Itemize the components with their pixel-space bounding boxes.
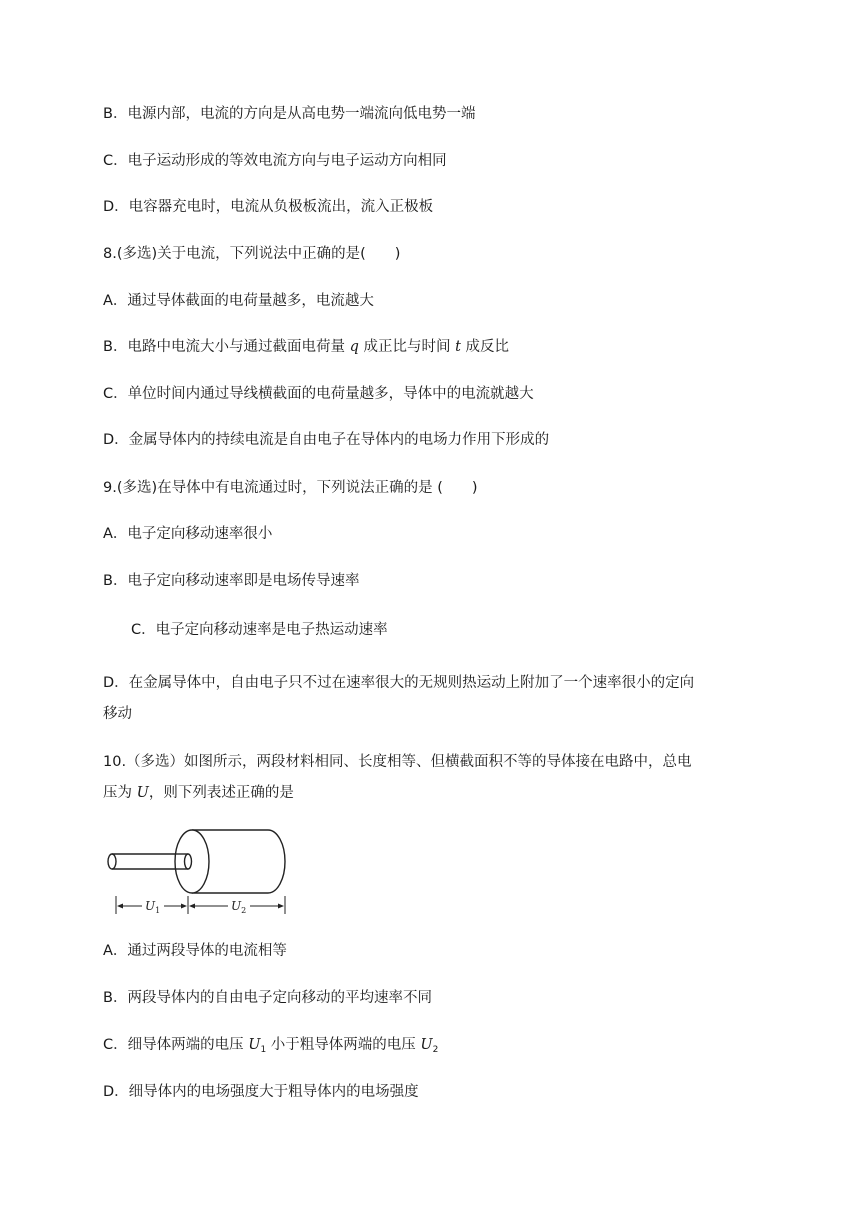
figure-u2-subscript: 2	[241, 906, 247, 915]
q8-symbol-t: t	[455, 339, 461, 355]
q8-option-d: D．金属导体内的持续电流是自由电子在导体内的电场力作用下形成的	[103, 432, 550, 448]
q10-option-c-text-2: 小于粗导体两端的电压	[266, 1037, 421, 1053]
q8-option-b-text-2: 成正比与时间	[358, 339, 456, 355]
svg-text:U2	[231, 899, 246, 915]
q9-option-d-line1: D．在金属导体中，自由电子只不过在速率很大的无规则热运动上附加了一个速率很小的定向	[103, 675, 695, 691]
q10-symbol-u2: U	[420, 1037, 433, 1053]
q10-option-d: D．细导体内的电场强度大于粗导体内的电场强度	[103, 1084, 419, 1100]
q9-option-d-line2: 移动	[103, 706, 132, 722]
q7-option-d: D．电容器充电时，电流从负极板流出，流入正极板	[103, 199, 434, 215]
figure-u1-label: U	[145, 899, 156, 913]
q8-option-c: C．单位时间内通过导线横截面的电荷量越多，导体中的电流就越大	[103, 386, 534, 402]
q10-stem-text-2: ，则下列表述正确的是	[148, 785, 294, 801]
q10-symbol-u: U	[136, 785, 149, 801]
q7-option-c: C．电子运动形成的等效电流方向与电子运动方向相同	[103, 153, 447, 169]
q8-option-a: A．通过导体截面的电荷量越多，电流越大	[103, 293, 374, 309]
q10-option-b: B．两段导体内的自由电子定向移动的平均速率不同	[103, 990, 432, 1006]
q8-stem: 8.(多选)关于电流，下列说法中正确的是( )	[103, 246, 401, 262]
figure-u2-label: U	[231, 899, 242, 913]
q8-option-b-text-1: B．电路中电流大小与通过截面电荷量	[103, 339, 350, 355]
q9-option-a: A．电子定向移动速率很小	[103, 526, 273, 542]
q10-symbol-u1-subscript: 1	[260, 1045, 267, 1055]
q9-stem: 9.(多选)在导体中有电流通过时，下列说法正确的是 ( )	[103, 480, 478, 496]
q8-symbol-q: q	[349, 339, 359, 355]
q9-option-c: C．电子定向移动速率是电子热运动速率	[131, 622, 388, 638]
q10-stem-line1: 10.（多选）如图所示，两段材料相同、长度相等、但横截面积不等的导体接在电路中，总电	[103, 754, 692, 770]
q10-option-c	[103, 1035, 438, 1060]
q7-option-b: B．电源内部，电流的方向是从高电势一端流向低电势一端	[103, 106, 476, 122]
svg-text:U1	[145, 899, 160, 915]
q9-option-b: B．电子定向移动速率即是电场传导速率	[103, 573, 360, 589]
q10-stem-line2	[103, 783, 294, 803]
q10-symbol-u2-subscript: 2	[432, 1045, 439, 1055]
q10-option-a: A．通过两段导体的电流相等	[103, 943, 287, 959]
q10-option-c-text-1: C．细导体两端的电压	[103, 1037, 249, 1053]
figure-u1-subscript: 1	[155, 906, 161, 915]
q10-symbol-u1: U	[248, 1037, 261, 1053]
q8-option-b-text-3: 成反比	[460, 339, 510, 355]
q10-stem-text-1: 压为	[103, 785, 137, 801]
q8-option-b	[103, 337, 509, 357]
conductor-diagram	[100, 822, 300, 918]
